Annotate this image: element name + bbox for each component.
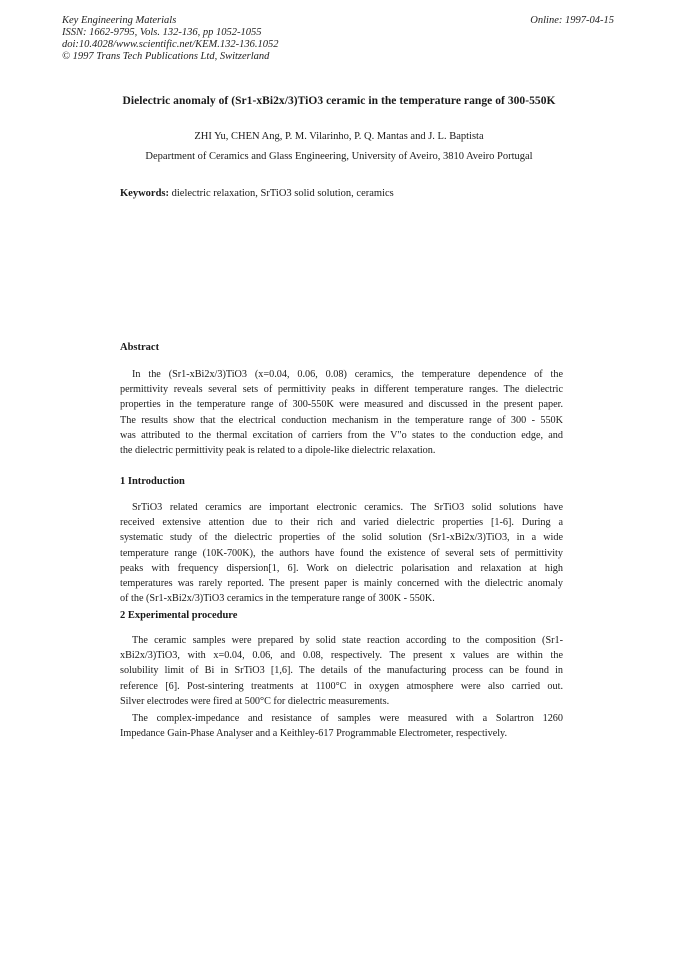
affiliation: Department of Ceramics and Glass Engineering, University of Aveiro, 3810 Aveiro Portugal [145,151,533,162]
abstract-paragraph [120,367,563,458]
intro-line: peaks with frequency dispersion[1, 6]. Work on dielectric polarisation and relaxation at high [120,562,563,574]
experimental-line: reference [6]. Post-sintering treatments at 1100°C in oxygen atmosphere were also carried out. [120,680,563,692]
experimental-line: solubility limit of Bi in SrTiO3 [1,6]. The details of the manufacturing process can be found in [120,665,563,677]
keywords-label: Keywords: [120,188,169,199]
abstract-line: was attributed to the thermal excitation of carriers from the V"o states to the conduction edge, and [120,429,563,441]
keywords [120,188,394,199]
experimental-line: The complex-impedance and resistance of samples were measured with a Solartron 1260 [132,713,563,724]
experimental-line: Silver electrodes were fired at 500°C for dielectric measurements. [120,695,390,707]
abstract-line: the dielectric permittivity peak is related to a dipole-like dielectric relaxation. [120,444,436,456]
experimental-heading: 2 Experimental procedure [120,610,238,621]
intro-line: of the (Sr1-xBi2x/3)TiO3 ceramics in the temperature range of 300K - 550K. [120,593,435,605]
experimental-line: xBi2x/3)TiO3, with x=0.04, 0.06, and 0.08, respectively. The present x values are within the [120,650,563,662]
intro-line: temperature range (10K-700K), the authors have found the existence of several sets of permittivity [120,547,563,559]
journal-issn: ISSN: 1662-9795, Vols. 132-136, pp 1052-1055 [62,27,262,38]
journal-doi: doi:10.4028/www.scientific.net/KEM.132-136.1052 [62,39,279,50]
abstract-line: In the (Sr1-xBi2x/3)TiO3 (x=0.04, 0.06, 0.08) ceramics, the temperature dependence of the [132,369,563,380]
intro-line: systematic study of the dielectric properties of the solid solution (Sr1-xBi2x/3)TiO3, in a wide [120,532,563,544]
abstract-line: The results show that the electrical conduction mechanism in the temperature range of 300 - 550K [120,414,563,426]
author-list: ZHI Yu, CHEN Ang, P. M. Vilarinho, P. Q. Mantas and J. L. Baptista [194,131,484,142]
abstract-heading: Abstract [120,342,160,353]
online-date: Online: 1997-04-15 [530,15,614,26]
experimental-line: The ceramic samples were prepared by solid state reaction according to the composition (Sr1- [132,635,563,646]
paper-title: Dielectric anomaly of (Sr1-xBi2x/3)TiO3 ceramic in the temperature range of 300-550K [122,95,556,107]
experimental-paragraph-2 [120,711,563,741]
abstract-line: permittivity reveals several sets of permittivity peaks in different temperature ranges. The dielectric [120,384,563,396]
journal-name: Key Engineering Materials [62,15,177,26]
intro-line: received extensive attention due to their rich and varied dielectric properties [1-6]. During a [120,517,563,529]
journal-copyright: © 1997 Trans Tech Publications Ltd, Switzerland [62,51,270,62]
introduction-paragraph [120,500,563,606]
intro-line: temperatures was rarely reported. The present paper is mainly concerned with the dielectric anomaly [120,577,563,589]
experimental-paragraph-1 [120,633,563,709]
intro-line: SrTiO3 related ceramics are important electronic ceramics. The SrTiO3 solid solutions have [132,502,563,513]
experimental-line: Impedance Gain-Phase Analyser and a Keithley-617 Programmable Electrometer, respectively. [120,728,508,740]
introduction-heading: 1 Introduction [120,476,185,487]
keywords-text: dielectric relaxation, SrTiO3 solid solution, ceramics [169,188,394,199]
abstract-line: properties in the temperature range of 300-550K were measured and discussed in the present paper. [120,399,563,411]
journal-header [62,15,279,63]
